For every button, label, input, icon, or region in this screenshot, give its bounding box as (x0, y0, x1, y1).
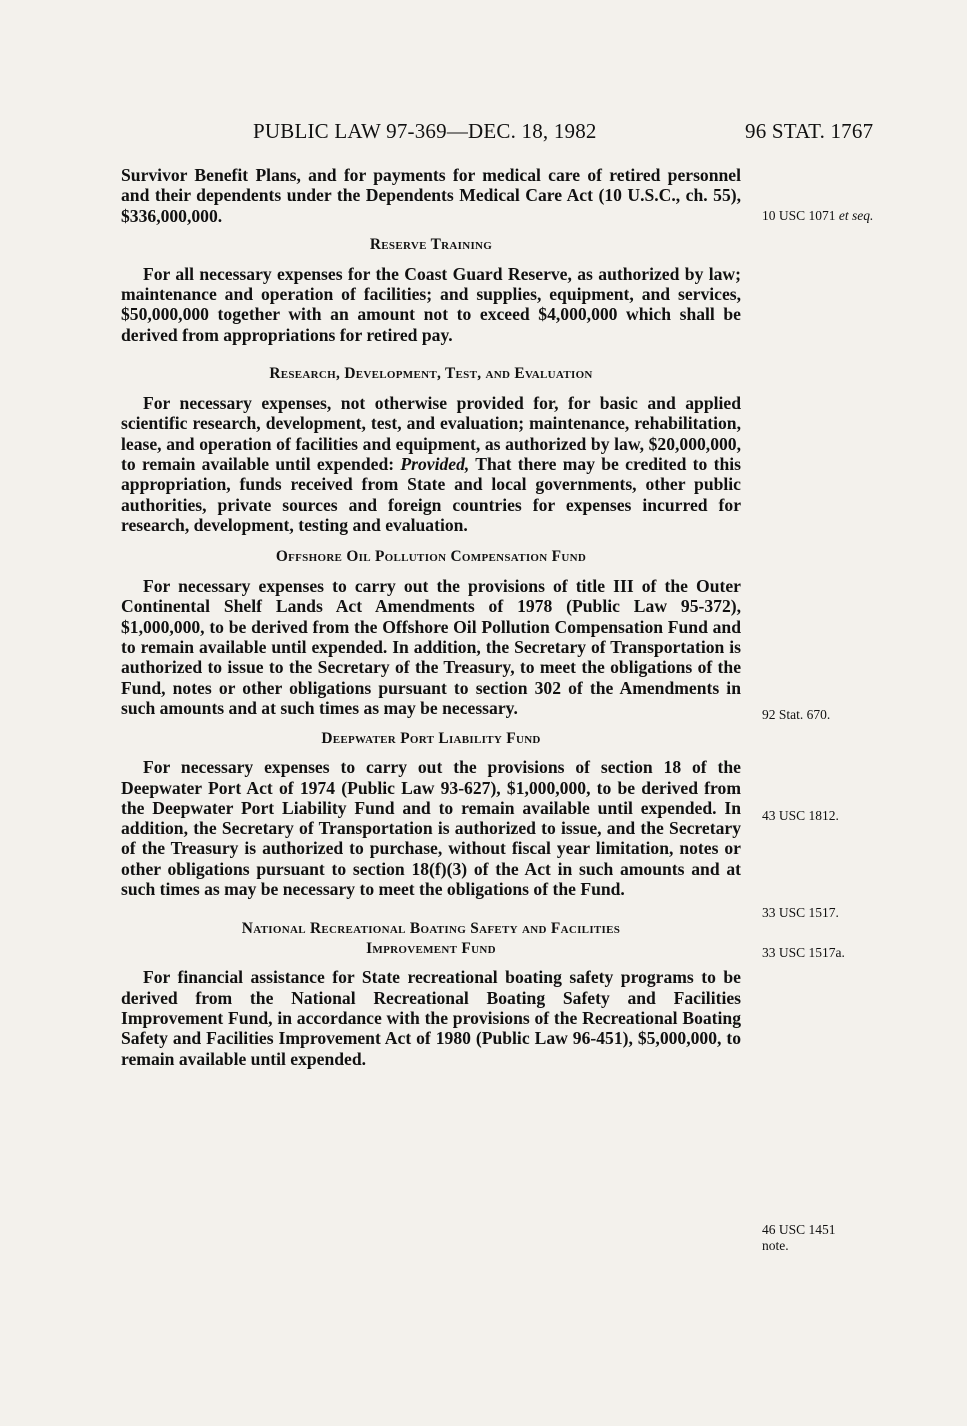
offshore-heading: Offshore Oil Pollution Compensation Fund (275, 548, 587, 566)
research-text-before: For necessary expenses, not otherwise provided for, for basic and applied scientific research, development, test, and evaluation; maintenance, rehabilitation, lease, and operation of facilities and equipment, as authorized by law, $20,000,000, to remain available until expended: (121, 393, 741, 474)
research-paragraph (121, 393, 741, 535)
margin-note-10-usc-1071 (762, 208, 902, 224)
deepwater-paragraph: For necessary expenses to carry out the provisions of section 18 of the Deepwater Port Act of 1974 (Public Law 93-627), $1,000,000, to be derived from the Deepwater Port Liability Fund and to remain available until expended. In addition, the Secretary of Transportation is authorized to issue, and the Secretary of the Treasury is authorized to purchase, without fiscal year limitation, notes or other obligations pursuant to section 18(f)(3) of the Act in such amounts and at such times as may be necessary to meet the obligations of the Fund. (121, 757, 741, 900)
margin-note-33-usc-1517: 33 USC 1517. (762, 905, 839, 920)
boating-heading-line2: Improvement Fund (366, 940, 496, 958)
margin-note-92-stat-670: 92 Stat. 670. (762, 707, 831, 722)
boating-heading-line1: National Recreational Boating Safety and Facilities (241, 920, 621, 938)
margin-note-33-usc-1517a: 33 USC 1517a. (762, 945, 845, 960)
boating-paragraph: For financial assistance for State recreational boating safety programs to be derived from the National Recreational Boating Safety and Facilities Improvement Fund, in accordance with the provisions of the Recreational Boating Safety and Facilities Improvement Act of 1980 (Public Law 96-451), $5,000,000, to remain available until expended. (121, 967, 741, 1069)
page-header-title: PUBLIC LAW 97-369—DEC. 18, 1982 (253, 119, 597, 143)
research-provided: Provided, (400, 453, 470, 474)
reserve-training-paragraph: For all necessary expenses for the Coast Guard Reserve, as authorized by law; maintenance and operation of facilities; and supplies, equipment, and services, $50,000,000 together with an amount not to exceed $4,000,000 which shall be derived from appropriations for retired pay. (121, 263, 741, 345)
page-header-stat: 96 STAT. 1767 (745, 119, 874, 143)
intro-paragraph: Survivor Benefit Plans, and for payments for medical care of retired personnel and their dependents under the Dependents Medical Care Act (10 U.S.C., ch. 55), $336,000,000. (121, 165, 741, 226)
margin-note-et-seq: et seq. (838, 208, 874, 223)
research-heading: Research, Development, Test, and Evaluation (269, 365, 593, 383)
offshore-paragraph: For necessary expenses to carry out the provisions of title III of the Outer Continental Shelf Lands Act Amendments of 1978 (Public Law 95-372), $1,000,000, to be derived from the Offshore Oil Pollution Compensation Fund and to remain available until expended. In addition, the Secretary of Transportation is authorized to issue to the Secretary of the Treasury, to meet the obligations of the Fund, notes or other obligations pursuant to section 302 of the Amendments in such amounts and at such times as may be necessary. (121, 576, 741, 718)
boating-heading (121, 919, 741, 959)
margin-note-43-usc-1812: 43 USC 1812. (762, 808, 839, 823)
body-text-column (121, 165, 741, 1069)
research-text-after: That there may be credited to this appropriation, funds received from State and local governments, other public authorities, private sources and foreign countries for expenses incurred for research, development, testing and evaluation. (121, 453, 741, 535)
reserve-training-heading: Reserve Training (369, 235, 493, 253)
margin-note-46-usc-1451: 46 USC 1451 note. (762, 1222, 836, 1253)
margin-note-10-usc-1071-text: 10 USC 1071 (762, 208, 836, 223)
deepwater-heading: Deepwater Port Liability Fund (321, 730, 541, 748)
